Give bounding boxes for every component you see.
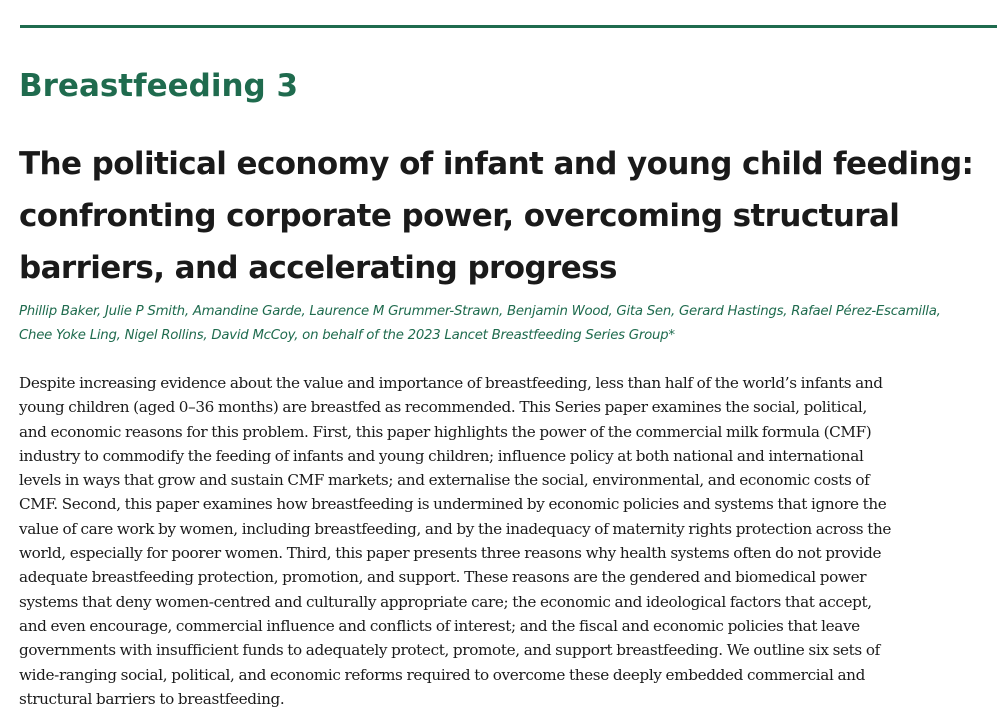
title-line: confronting corporate power, overcoming structural: [19, 198, 900, 234]
title-line: The political economy of infant and young child feeding:: [19, 146, 974, 182]
abstract-line: governments with insufficient funds to adequately protect, promote, and support breastfeeding. We outline six sets of: [19, 641, 880, 660]
abstract-line: adequate breastfeeding protection, promotion, and support. These reasons are the gendered and biomedical power: [19, 568, 867, 587]
abstract-line: industry to commodify the feeding of infants and young children; influence policy at both national and international: [19, 446, 864, 465]
author-list: [19, 300, 994, 348]
abstract-line: value of care work by women, including breastfeeding, and by the inadequacy of maternity rights protection across the: [19, 519, 892, 538]
abstract: [19, 371, 981, 711]
abstract-line: world, especially for poorer women. Third, this paper presents three reasons why health systems often do not provide: [19, 544, 882, 563]
abstract-line: and economic reasons for this problem. First, this paper highlights the power of the commercial milk formula (CMF): [19, 422, 872, 441]
abstract-line: and even encourage, commercial influence and conflicts of interest; and the fiscal and economic policies that leave: [19, 616, 860, 635]
abstract-line: Despite increasing evidence about the value and importance of breastfeeding, less than half of the world’s infants and: [19, 374, 883, 392]
header-rule: [20, 25, 997, 28]
author-line: Chee Yoke Ling, Nigel Rollins, David McCoy, on behalf of the 2023 Lancet Breastfeeding Series Group*: [19, 328, 675, 343]
abstract-line: structural barriers to breastfeeding.: [19, 689, 285, 708]
series-label: Breastfeeding 3: [19, 68, 299, 104]
abstract-line: levels in ways that grow and sustain CMF markets; and externalise the social, environmental, and economic costs of: [19, 471, 870, 490]
abstract-line: CMF. Second, this paper examines how breastfeeding is undermined by economic policies and systems that ignore the: [19, 495, 887, 514]
abstract-line: systems that deny women-centred and culturally appropriate care; the economic and ideological factors that accept,: [19, 592, 872, 611]
title-line: barriers, and accelerating progress: [19, 250, 617, 286]
abstract-line: young children (aged 0–36 months) are breastfed as recommended. This Series paper examines the social, political,: [19, 398, 867, 417]
author-line: Phillip Baker, Julie P Smith, Amandine Garde, Laurence M Grummer-Strawn, Benjamin Wood, Gita Sen, Gerard Hastings, Rafael Pérez-Escamilla,: [19, 304, 941, 319]
article-title: [19, 138, 979, 294]
abstract-line: wide-ranging social, political, and economic reforms required to overcome these deeply embedded commercial and: [19, 665, 865, 684]
